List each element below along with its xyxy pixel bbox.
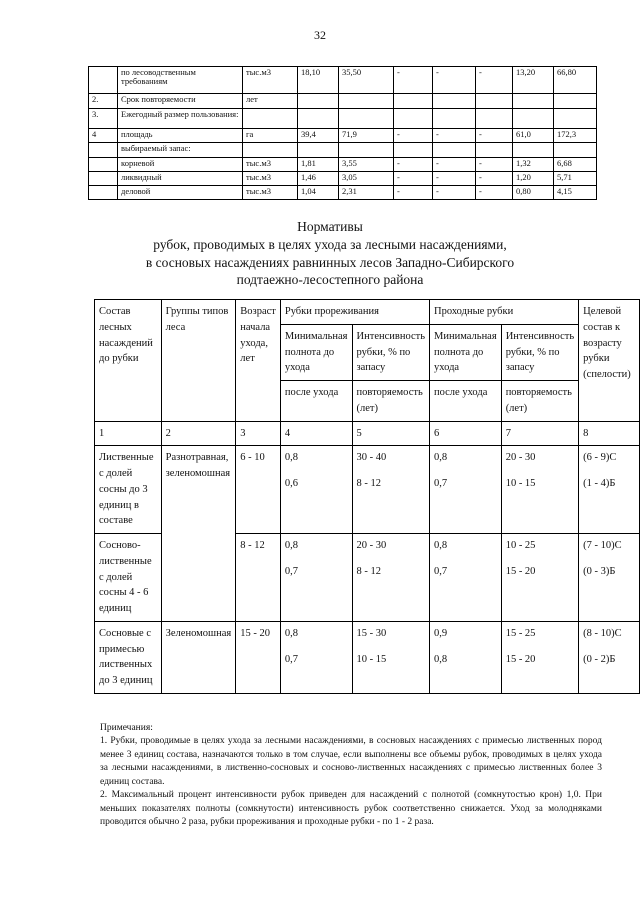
value-cell: 61,0 (513, 129, 554, 143)
unit-cell (243, 109, 298, 129)
notes (100, 722, 602, 830)
forest-group-cell: Зеленомошная (161, 621, 236, 693)
header-min-density-2: Минимальная полнота до ухода (430, 324, 502, 380)
value-cell: - (433, 129, 476, 143)
table-row (89, 129, 597, 143)
column-number: 3 (236, 421, 281, 446)
value-cell (554, 109, 597, 129)
value-cell (280, 621, 352, 693)
header-intensity-2: Интенсивность рубки, % по запасу (501, 324, 578, 380)
value-cell: - (476, 158, 513, 172)
value-cell (579, 446, 640, 534)
header-composition: Состав лесных насаждений до рубки (95, 300, 162, 422)
value-cell: - (394, 129, 433, 143)
value-cell (513, 109, 554, 129)
value-b: 15 - 20 (505, 565, 536, 577)
value-cell (352, 446, 429, 534)
value-cell: - (476, 186, 513, 200)
value-a: 15 - 25 (505, 627, 536, 639)
age-cell: 6 - 10 (236, 446, 281, 534)
value-a: 0,8 (434, 452, 448, 464)
num-cell: 2. (89, 94, 118, 109)
value-a: (6 - 9)С (583, 452, 617, 464)
table-row (89, 186, 597, 200)
age-cell: 8 - 12 (236, 534, 281, 622)
column-number: 2 (161, 421, 236, 446)
value-cell (339, 143, 394, 158)
value-b: 0,7 (284, 565, 298, 577)
name-cell: корневой (118, 158, 243, 172)
unit-cell: тыс.м3 (243, 172, 298, 186)
note-1: 1. Рубки, проводимые в целях ухода за лесными насаждениями, в сосновых насаждениях с примесью лиственных пород менее 3 единиц состава, назначаются только в том случае, если выполнены все объемы рубок, проводимых в целях ухода за лесными насаждениями, в лиственно-сосновых и сосново-лиственных насаждениях с примесью лиственных более 3 единиц состава. (100, 736, 602, 787)
value-cell: 13,20 (513, 67, 554, 94)
forest-use-table (88, 66, 597, 200)
value-cell (298, 109, 339, 129)
notes-title: Примечания: (100, 723, 153, 733)
value-cell (394, 109, 433, 129)
table-row (95, 621, 640, 693)
value-a: 20 - 30 (356, 540, 387, 551)
value-cell: - (476, 172, 513, 186)
norms-table (94, 299, 640, 694)
num-cell (89, 172, 118, 186)
value-cell: 1,46 (298, 172, 339, 186)
value-cell (298, 143, 339, 158)
value-cell (476, 94, 513, 109)
value-cell (394, 143, 433, 158)
value-cell: 0,80 (513, 186, 554, 200)
value-b: 0,8 (434, 653, 448, 665)
name-cell: площадь (118, 129, 243, 143)
name-cell: Срок повторяемости (118, 94, 243, 109)
name-cell: ликвидный (118, 172, 243, 186)
value-cell (280, 446, 352, 534)
value-cell: - (394, 67, 433, 94)
name-cell: выбираемый запас: (118, 143, 243, 158)
value-cell (554, 94, 597, 109)
value-cell: 1,32 (513, 158, 554, 172)
column-number: 7 (501, 421, 578, 446)
page-number: 32 (314, 28, 326, 42)
value-cell: - (394, 158, 433, 172)
value-b: 0,7 (284, 653, 298, 665)
value-cell (476, 109, 513, 129)
composition-cell: Сосновые с примесью лиственных до 3 единиц (95, 621, 162, 693)
value-cell: 3,05 (339, 172, 394, 186)
value-cell: 6,68 (554, 158, 597, 172)
num-cell (89, 67, 118, 94)
value-b: 0,7 (434, 478, 448, 489)
value-cell: 1,81 (298, 158, 339, 172)
value-cell (476, 143, 513, 158)
table-row (89, 109, 597, 129)
heading-line-3: подтаежно-лесостепного района (236, 272, 424, 288)
value-a: 0,8 (284, 452, 298, 464)
value-cell: - (394, 186, 433, 200)
name-cell: деловой (118, 186, 243, 200)
value-cell (430, 446, 502, 534)
unit-cell: тыс.м3 (243, 67, 298, 94)
value-a: 15 - 30 (356, 627, 387, 639)
num-cell: 3. (89, 109, 118, 129)
heading-line-1: рубок, проводимых в целях ухода за лесными насаждениями, (153, 236, 507, 252)
value-cell: 3,55 (339, 158, 394, 172)
value-cell (513, 143, 554, 158)
value-cell: - (433, 172, 476, 186)
header-forest-group: Группы типов леса (161, 300, 236, 422)
value-cell: - (476, 67, 513, 94)
section-heading (60, 218, 600, 289)
value-cell (430, 534, 502, 622)
value-cell: - (433, 186, 476, 200)
value-a: 0,8 (284, 627, 298, 639)
value-cell: - (433, 158, 476, 172)
value-cell (501, 534, 578, 622)
name-cell: по лесоводственным требованиям (118, 67, 243, 94)
value-a: 0,8 (434, 540, 448, 551)
age-cell: 15 - 20 (236, 621, 281, 693)
value-cell (579, 621, 640, 693)
value-a: (7 - 10)С (583, 540, 622, 551)
heading-line-2: в сосновых насаждениях равнинных лесов Западно-Сибирского (145, 254, 515, 270)
header-passing-cuts: Проходные рубки (430, 300, 579, 325)
table-row (89, 158, 597, 172)
value-cell: 66,80 (554, 67, 597, 94)
value-cell (513, 94, 554, 109)
value-cell (433, 94, 476, 109)
unit-cell (243, 143, 298, 158)
value-a: 30 - 40 (356, 452, 387, 464)
value-cell: - (433, 67, 476, 94)
column-number: 1 (95, 421, 162, 446)
value-cell: - (394, 172, 433, 186)
value-cell: 172,3 (554, 129, 597, 143)
value-b: 8 - 12 (356, 565, 382, 577)
value-cell: 71,9 (339, 129, 394, 143)
heading-title: Нормативы (297, 219, 363, 234)
value-cell (280, 534, 352, 622)
value-cell (298, 94, 339, 109)
value-cell: 1,20 (513, 172, 554, 186)
value-a: (8 - 10)С (583, 627, 622, 639)
value-b: (0 - 3)Б (583, 565, 616, 577)
value-b: 0,6 (284, 478, 298, 489)
header-after-care: после ухода (280, 381, 352, 422)
table-row (89, 94, 597, 109)
value-a: 0,8 (284, 540, 298, 551)
value-cell: 4,15 (554, 186, 597, 200)
header-min-density: Минимальная полнота до ухода (280, 324, 352, 380)
unit-cell: тыс.м3 (243, 186, 298, 200)
unit-cell: га (243, 129, 298, 143)
num-cell (89, 158, 118, 172)
value-a: 10 - 25 (505, 540, 536, 551)
table-row (89, 172, 597, 186)
table-row (89, 67, 597, 94)
num-cell (89, 186, 118, 200)
column-number: 6 (430, 421, 502, 446)
header-target-composition: Целевой состав к возрасту рубки (спелости) (579, 300, 640, 422)
header-repeatability: повторяемость (лет) (352, 381, 429, 422)
value-cell (339, 94, 394, 109)
value-cell (394, 94, 433, 109)
name-cell: Ежегодный размер пользования: (118, 109, 243, 129)
header-thinning: Рубки прореживания (280, 300, 429, 325)
column-number: 5 (352, 421, 429, 446)
num-cell: 4 (89, 129, 118, 143)
value-cell: 1,04 (298, 186, 339, 200)
value-a: 0,9 (434, 627, 448, 639)
table-row (89, 143, 597, 158)
value-cell: 39,4 (298, 129, 339, 143)
note-2: 2. Максимальный процент интенсивности рубок приведен для насаждений с полнотой (сомкнутостью крон) 1,0. При меньших показателях полноты (сомкнутости) интенсивность рубок соответственно снижается. Уход за молодняками проводится обычно 2 раза, рубки прореживания и проходные рубки - по 1 - 2 раза. (100, 790, 602, 828)
value-cell (430, 621, 502, 693)
value-cell (579, 534, 640, 622)
value-cell (352, 534, 429, 622)
value-cell: 18,10 (298, 67, 339, 94)
value-b: 0,7 (434, 565, 448, 577)
composition-cell: Лиственные с долей сосны до 3 единиц в составе (95, 446, 162, 534)
value-b: 10 - 15 (505, 478, 536, 489)
unit-cell: тыс.м3 (243, 158, 298, 172)
value-cell (554, 143, 597, 158)
value-a: 20 - 30 (505, 452, 536, 464)
composition-cell: Сосново-лиственные с долей сосны 4 - 6 единиц (95, 534, 162, 622)
column-number: 8 (579, 421, 640, 446)
value-cell (339, 109, 394, 129)
value-cell (433, 109, 476, 129)
header-repeatability-2: повторяемость (лет) (501, 381, 578, 422)
value-b: (0 - 2)Б (583, 653, 616, 665)
value-cell (352, 621, 429, 693)
value-b: 10 - 15 (356, 653, 387, 665)
column-numbers-row (95, 421, 640, 446)
value-b: 15 - 20 (505, 653, 536, 665)
num-cell (89, 143, 118, 158)
column-number: 4 (280, 421, 352, 446)
table-row (95, 446, 640, 534)
value-cell (433, 143, 476, 158)
header-start-age: Возраст начала ухода, лет (236, 300, 281, 422)
forest-group-cell: Разнотравная, зеленомошная (161, 446, 236, 622)
value-cell: 35,50 (339, 67, 394, 94)
value-b: (1 - 4)Б (583, 478, 616, 489)
value-b: 8 - 12 (356, 478, 382, 489)
unit-cell: лет (243, 94, 298, 109)
value-cell: 2,31 (339, 186, 394, 200)
value-cell: 5,71 (554, 172, 597, 186)
value-cell (501, 621, 578, 693)
value-cell: - (476, 129, 513, 143)
header-after-care-2: после ухода (430, 381, 502, 422)
value-cell (501, 446, 578, 534)
header-intensity: Интенсивность рубки, % по запасу (352, 324, 429, 380)
